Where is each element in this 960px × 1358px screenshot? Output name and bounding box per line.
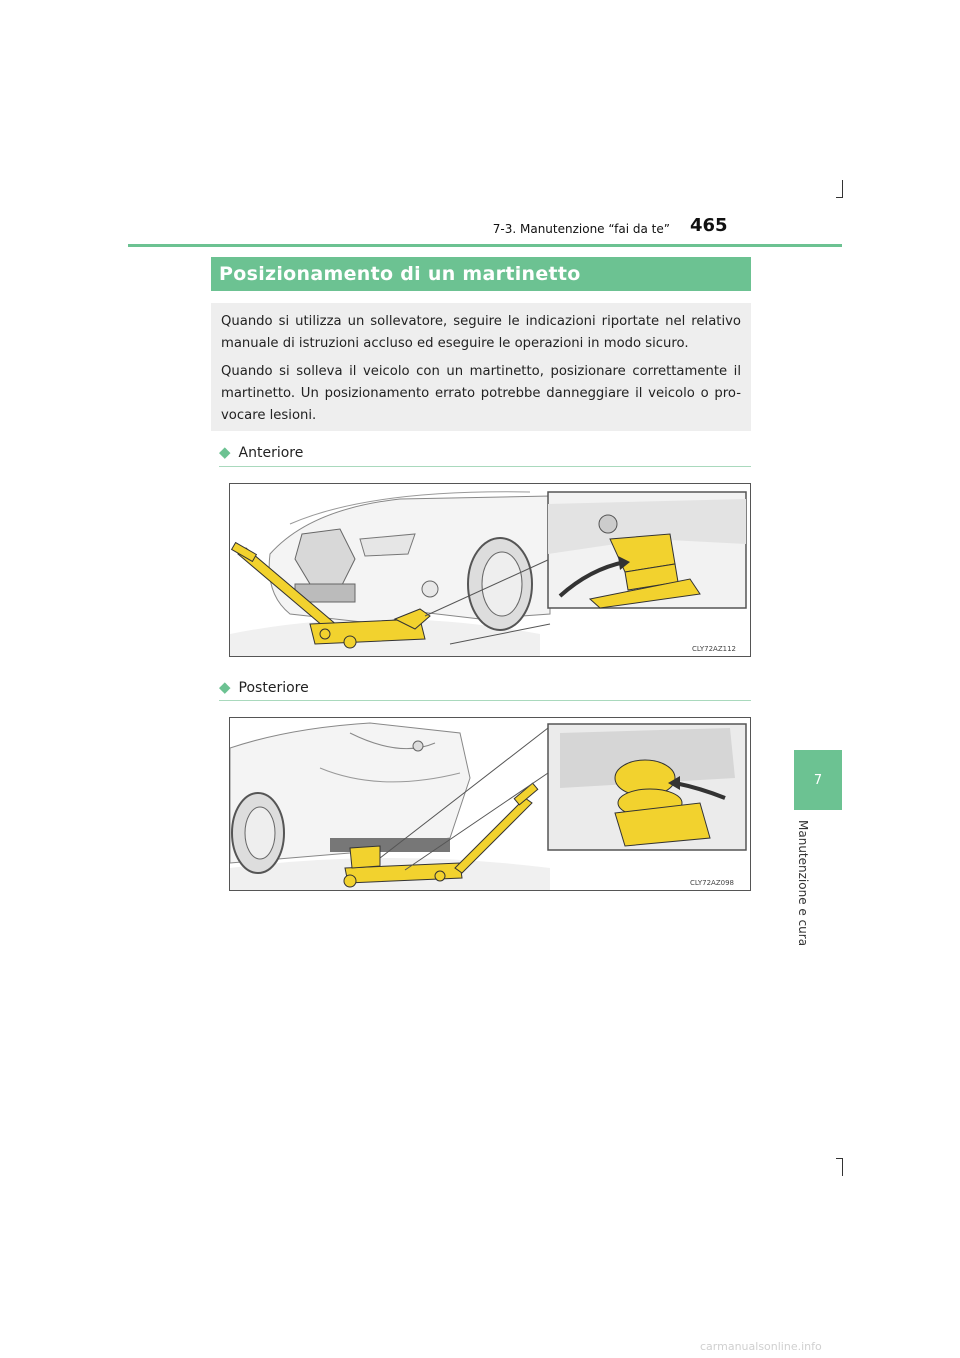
section-title: Posizionamento di un martinetto	[211, 257, 751, 291]
crop-mark-bottom	[842, 1158, 843, 1176]
rear-heading-label: Posteriore	[238, 680, 309, 696]
rear-heading	[219, 678, 751, 696]
header-rule	[128, 244, 842, 247]
front-jack-illustration	[230, 484, 750, 656]
chapter-tab: 7	[794, 750, 842, 810]
rear-heading-rule	[219, 700, 751, 701]
front-heading-rule	[219, 466, 751, 467]
front-jack-figure	[229, 483, 751, 657]
chapter-reference: 7-3. Manutenzione “fai da te”	[492, 222, 670, 236]
intro-paragraph-1: Quando si utilizza un sollevatore, seguire le indicazioni riportate nel relativo manuale di istruzioni accluso ed eseguire le operazioni in modo sicuro.	[221, 314, 741, 351]
front-heading	[219, 443, 751, 461]
crop-mark-bottom-horizontal	[836, 1158, 843, 1159]
watermark: carmanualsonline.info	[700, 1340, 822, 1353]
front-figure-code: CLY72AZ112	[692, 645, 736, 653]
page-number: 465	[690, 215, 728, 236]
crop-mark-top	[842, 180, 843, 198]
intro-paragraph-2: Quando si solleva il veicolo con un martinetto, posizionare correttamente il martinetto. Un posizionamento errato potrebbe danneggiare il veicolo o pro- vocare lesioni.	[221, 364, 741, 423]
crop-mark-top-horizontal	[836, 197, 843, 198]
diamond-icon: ◆	[219, 443, 231, 461]
diamond-icon: ◆	[219, 678, 231, 696]
rear-figure-code: CLY72AZ098	[690, 879, 734, 887]
intro-box	[211, 303, 751, 431]
front-heading-label: Anteriore	[238, 445, 304, 461]
rear-jack-illustration	[230, 718, 750, 890]
rear-jack-figure	[229, 717, 751, 891]
chapter-tab-label: Manutenzione e cura	[796, 820, 810, 947]
